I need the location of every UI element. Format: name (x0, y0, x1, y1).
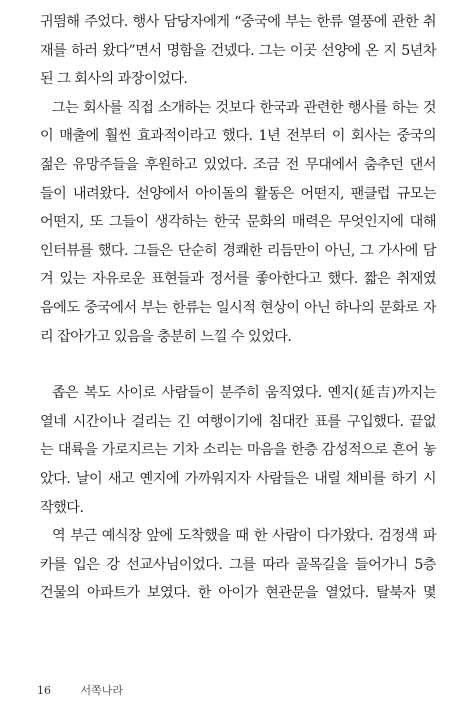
text-line: 된 그 회사의 과장이었다. (40, 71, 188, 88)
text-line: 건물의 아파트가 보였다. 한 아이가 현관문을 열었다. 탈북자 몇 (40, 585, 436, 602)
paragraph-2 (40, 94, 436, 351)
text-line: 이 매출에 훨씬 효과적이라고 했다. 1년 전부터 이 회사는 중국의 (40, 128, 436, 145)
paragraph-4 (40, 522, 436, 608)
text-line: 았다. 날이 새고 옌지에 가까워지자 사람들은 내릴 채비를 하기 시 (40, 470, 436, 487)
paragraph-1 (40, 8, 436, 94)
page-number: 16 (37, 684, 51, 697)
text-line: 작했다. (40, 499, 84, 516)
text-line: 카를 입은 강 선교사님이었다. 그를 따라 골목길을 들어가니 5층 (40, 556, 436, 573)
text-line: 리 잡아가고 있음을 충분히 느낄 수 있었다. (40, 328, 292, 345)
text-line: 겨 있는 자유로운 표현들과 정서를 좋아한다고 했다. 짧은 취재였 (40, 271, 436, 288)
text-line: 음에도 중국에서 부는 한류는 일시적 현상이 아닌 하나의 문화로 자 (40, 299, 436, 316)
text-line: 젊은 유망주들을 후원하고 있었다. 조금 전 무대에서 춤추던 댄서 (40, 156, 436, 173)
text-line: 역 부근 예식장 앞에 도착했을 때 한 사람이 다가왔다. 검정색 파 (52, 528, 436, 545)
text-line: 열네 시간이나 걸리는 긴 여행이기에 침대칸 표를 구입했다. 끝없 (40, 413, 436, 430)
running-title: 서쪽나라 (80, 684, 124, 697)
page-footer (37, 682, 123, 698)
page-body (40, 8, 436, 608)
text-line: 인터뷰를 했다. 그들은 단순히 경쾌한 리듬만이 아닌, 그 가사에 담 (40, 242, 436, 259)
section-break (40, 351, 436, 379)
text-line: 귀띔해 주었다. 행사 담당자에게 “중국에 부는 한류 열풍에 관한 취 (40, 14, 436, 30)
text-line: 는 대륙을 가로지르는 기차 소리는 마음을 한층 감성적으로 흔어 놓 (40, 442, 436, 459)
text-line: 어떤지, 또 그들이 생각하는 한국 문화의 매력은 무엇인지에 대해 (40, 214, 436, 231)
text-line: 재를 하러 왔다”면서 명함을 건넸다. 그는 이곳 선양에 온 지 5년차 (40, 42, 436, 59)
paragraph-3 (40, 379, 436, 522)
text-line: 들이 내려왔다. 선양에서 아이돌의 활동은 어떤지, 팬클럽 규모는 (40, 185, 436, 202)
text-line: 좁은 복도 사이로 사람들이 분주히 움직였다. 옌지(延吉)까지는 (52, 385, 436, 402)
text-line: 그는 회사를 직접 소개하는 것보다 한국과 관련한 행사를 하는 것 (52, 99, 436, 116)
